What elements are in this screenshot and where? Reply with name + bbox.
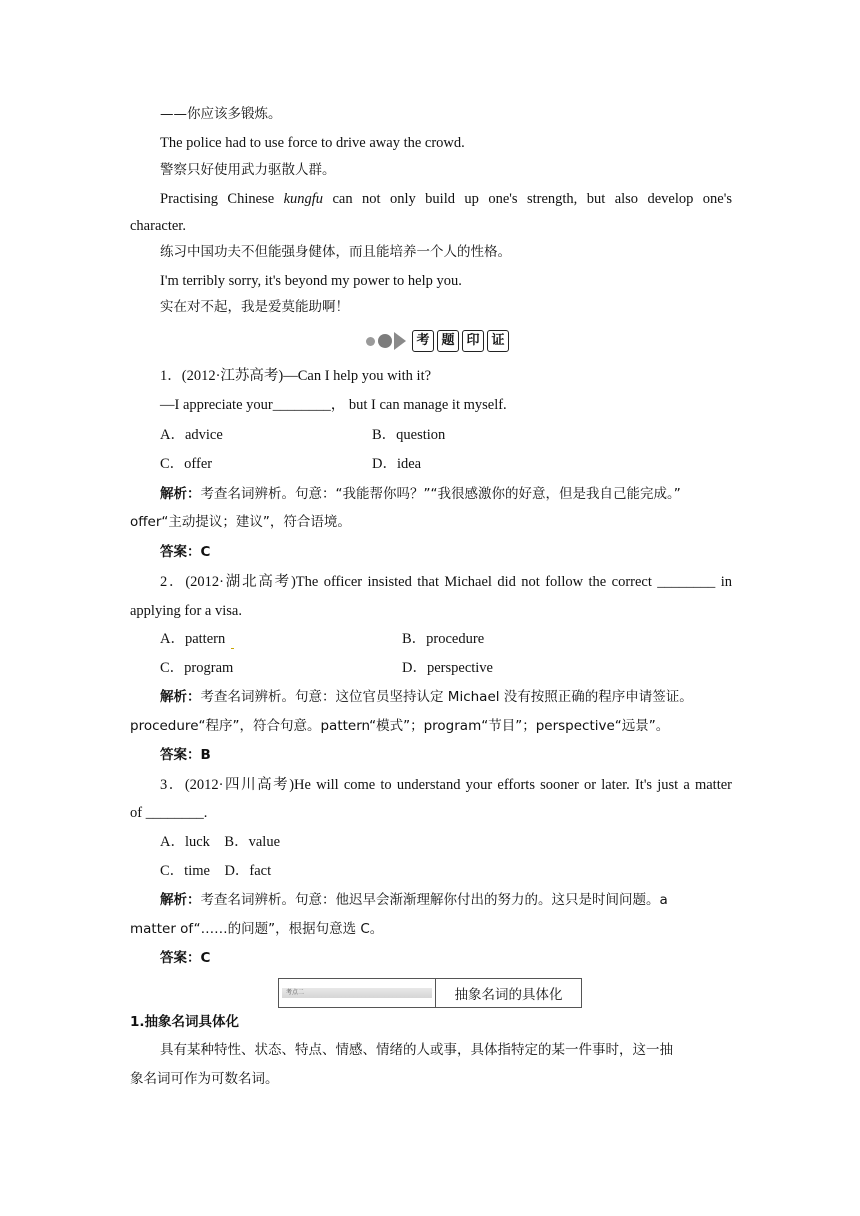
text-line: ——你应该多锻炼。 — [160, 106, 282, 122]
analysis-label: 解析： — [160, 486, 201, 502]
option-cd: C．time D．fact — [160, 863, 272, 879]
analysis-text: matter of“……的问题”，根据句意选 C。 — [130, 921, 384, 937]
section-tag-cell — [279, 979, 436, 1007]
analysis-text: 考查名词辨析。句意：这位官员坚持认定 Michael 没有按照正确的程序申请签证。 — [200, 689, 693, 705]
option-b: B．procedure — [402, 631, 485, 647]
text-line — [160, 189, 732, 209]
option-a: A．advice — [160, 427, 223, 443]
analysis-text: 考查名词辨析。句意：他迟早会渐渐理解你付出的努力的。这只是时间问题。a — [200, 892, 668, 908]
option-d: D．idea — [372, 456, 422, 472]
paragraph-line: 具有某种特性、状态、特点、情感、情绪的人或事，具体指特定的某一件事时，这一抽 — [160, 1042, 673, 1058]
question-stem: 3．(2012·四川高考)He will come to understand your efforts sooner or later. It's just a matter — [160, 777, 732, 793]
option-b: B．question — [372, 427, 446, 443]
answer: 答案：B — [160, 747, 211, 763]
banner-char: 证 — [487, 330, 509, 352]
text-line: 实在对不起，我是爱莫能助啊！ — [160, 299, 349, 315]
text-line: 练习中国功夫不但能强身健体，而且能培养一个人的性格。 — [160, 244, 511, 260]
option-d: D．perspective — [402, 660, 493, 676]
mark-icon — [231, 648, 234, 649]
text-line: 警察只好使用武力驱散人群。 — [160, 162, 336, 178]
text-segment: can not only build up one's strength, but also develop one's — [323, 191, 732, 207]
text-line: The police had to use force to drive away the crowd. — [160, 135, 465, 151]
section-title: 抽象名词的具体化 — [454, 987, 563, 1003]
answer: 答案：C — [160, 950, 211, 966]
analysis-label: 解析： — [160, 689, 201, 705]
option-a-text: A．pattern — [160, 631, 226, 647]
option-c: C．offer — [160, 456, 213, 472]
text-segment-italic: kungfu — [283, 191, 324, 207]
option-ab: A．luck B．value — [160, 834, 281, 850]
text-line: character. — [130, 218, 186, 234]
analysis — [160, 484, 681, 504]
banner-char: 印 — [462, 330, 484, 352]
text-line: I'm terribly sorry, it's beyond my power to help you. — [160, 273, 462, 289]
banner-char: 题 — [437, 330, 459, 352]
question-stem: —I appreciate your________， but I can manage it myself. — [160, 397, 507, 413]
analysis — [160, 890, 668, 910]
analysis-label: 解析： — [160, 892, 201, 908]
text-segment: Practising Chinese — [160, 191, 284, 207]
section-header-box — [278, 978, 582, 1008]
banner-char: 考 — [412, 330, 434, 352]
option-c: C．program — [160, 660, 234, 676]
paragraph-line: 象名词可作为可数名词。 — [130, 1071, 279, 1087]
question-stem: applying for a visa. — [130, 603, 242, 619]
exam-verification-banner — [366, 328, 516, 354]
arrow-icon — [394, 332, 406, 350]
option-a — [160, 629, 234, 649]
dot-icon — [378, 334, 392, 348]
question-stem: 2．(2012·湖北高考)The officer insisted that Michael did not follow the correct ________ in — [160, 574, 732, 590]
analysis — [160, 687, 693, 707]
question-stem: 1．(2012·江苏高考)—Can I help you with it? — [160, 368, 432, 384]
analysis-text: procedure“程序”，符合句意。pattern“模式”；program“节目”；perspective“远景”。 — [130, 718, 670, 734]
analysis-text: 考查名词辨析。句意：“我能帮你吗？”“我很感激你的好意，但是我自己能完成。” — [200, 486, 681, 502]
section-tag: 考点二 — [282, 988, 432, 998]
subheading: 1.抽象名词具体化 — [130, 1014, 240, 1030]
analysis-text: offer“主动提议；建议”，符合语境。 — [130, 514, 351, 530]
answer: 答案：C — [160, 544, 211, 560]
question-stem: of ________. — [130, 805, 208, 821]
dot-icon — [366, 337, 375, 346]
